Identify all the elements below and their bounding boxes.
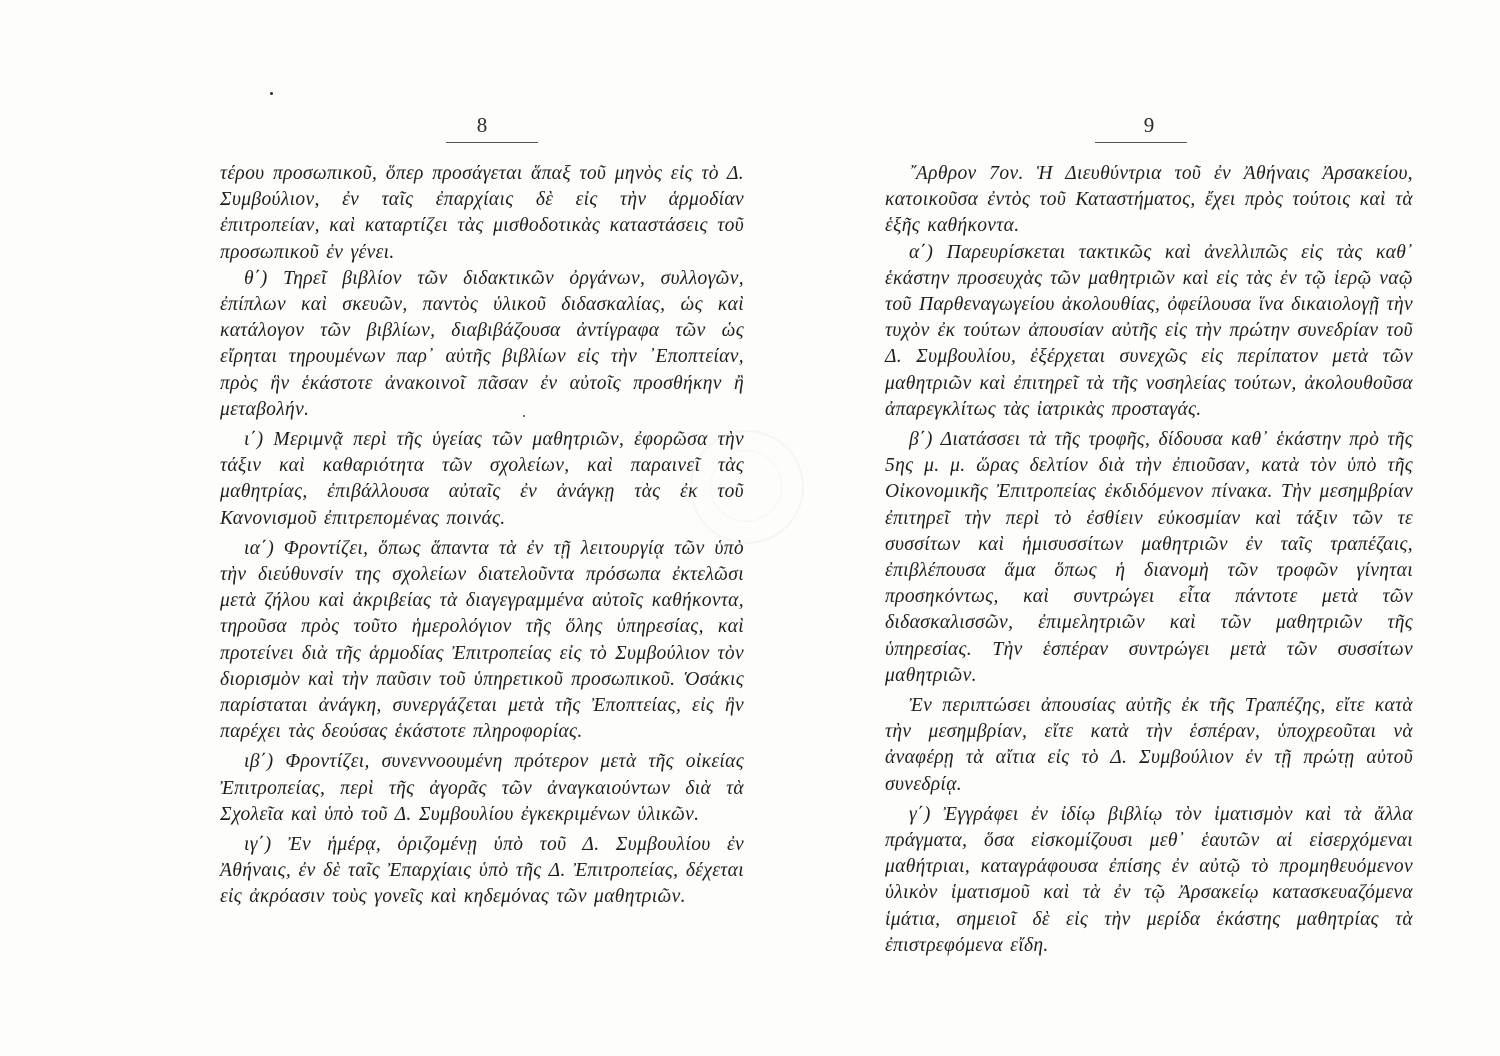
scan-speck <box>270 92 273 95</box>
left-paragraph-6: ιγ΄) Ἐν ἡμέρᾳ, ὁριζομένῃ ὑπὸ τοῦ Δ. Συμβουλίου ἐν Ἀθήναις, ἐν δὲ ταῖς Ἐπαρχίαις ὑπὸ τῆς Δ. Ἐπιτροπείας, δέχεται εἰς ἀκρόασιν τοὺς γονεῖς καὶ κηδεμόνας τῶν μαθητριῶν. <box>220 834 744 908</box>
left-paragraph-5: ιβ΄) Φροντίζει, συνεννοουμένη πρότερον μετὰ τῆς οἰκείας Ἐπιτροπείας, περὶ τῆς ἀγορᾶς τῶν ἀναγκαιούντων διὰ τὰ Σχολεῖα καὶ ὑπὸ τοῦ Δ. Συμβουλίου ἐγκεκριμένων ὑλικῶν. <box>220 751 744 825</box>
right-paragraph-4: Ἐν περιπτώσει ἀπουσίας αὐτῆς ἐκ τῆς Τραπέζης, εἴτε κατὰ τὴν μεσημβρίαν, εἴτε κατὰ τὴν ἑσπέραν, ὑποχρεοῦται νὰ ἀναφέρῃ τὰ αἴτια εἰς τὸ Δ. Συμβούλιον ἐν τῇ πρώτῃ αὐτοῦ συνεδρίᾳ. <box>885 695 1413 795</box>
left-page-number: 8 <box>476 113 488 137</box>
right-page <box>885 112 1413 959</box>
left-paragraph-2: θ΄) Τηρεῖ βιβλίον τῶν διδακτικῶν ὀργάνων, συλλογῶν, ἐπίπλων καὶ σκευῶν, παντὸς ὑλικοῦ διδασκαλίας, ὡς καὶ κατάλογον τῶν βιβλίων, διαβιβάζουσα ἀντίγραφα τῶν ὡς εἴρηται τηρουμένων παρ᾿ αὐτῆς βιβλίων εἰς τὴν ᾿Εποπτείαν, πρὸς ἣν ἑκάστοτε ἀνακοινοῖ πᾶσαν ἐν αὐτοῖς προσθήκην ἢ μεταβολήν. <box>220 267 744 420</box>
right-paragraph-1: ῎Αρθρον 7ον. Ἡ Διευθύντρια τοῦ ἐν Ἀθήναις Ἀρσακείου, κατοικοῦσα ἐντὸς τοῦ Καταστήματος, ἔχει πρὸς τούτοις καὶ τὰ ἑξῆς καθήκοντα. <box>885 163 1413 237</box>
right-page-number-rule <box>1095 142 1187 143</box>
left-page <box>220 112 744 911</box>
left-paragraph-1: τέρου προσωπικοῦ, ὅπερ προσάγεται ἅπαξ τοῦ μηνὸς εἰς τὸ Δ. Συμβούλιον, ἐν ταῖς ἐπαρχίαις δὲ εἰς τὴν ἁρμοδίαν ἐπιτροπείαν, καὶ καταρτίζει τὰς μισθοδοτικὰς καταστάσεις τοῦ προσωπικοῦ ἐν γένει. <box>220 163 744 263</box>
right-paragraph-3: β΄) Διατάσσει τὰ τῆς τροφῆς, δίδουσα καθ᾿ ἑκάστην πρὸ τῆς 5ης μ. μ. ὥρας δελτίον διὰ τὴν ἐπιοῦσαν, κατὰ τὸν ὑπὸ τῆς Οἰκονομικῆς Ἐπιτροπείας ἐκδιδόμενον πίνακα. Τὴν μεσημβρίαν ἐπιτηρεῖ τὴν περὶ τὸ ἐσθίειν εὐκοσμίαν καὶ τάξιν τῶν τε συσσίτων καὶ ἡμισυσσίτων μαθητριῶν ἐν ταῖς τραπέζαις, ἐπιβλέπουσα ἅμα ὅπως ἡ διανομὴ τῶν τροφῶν γίνηται προσηκόντως, καὶ συντρώγει εἶτα πάντοτε μετὰ τῶν διδασκαλισσῶν, ἐπιμελητριῶν καὶ τῶν μαθητριῶν τῆς ὑπηρεσίας. Τὴν ἑσπέραν συντρώγει μετὰ τῶν συσσίτων μαθητριῶν. <box>885 429 1413 686</box>
left-paragraph-4: ια΄) Φροντίζει, ὅπως ἅπαντα τὰ ἐν τῇ λειτουργίᾳ τῶν ὑπὸ τὴν διεύθυνσίν της σχολείων διατελοῦντα πρόσωπα ἐκτελῶσι μετὰ ζήλου καὶ ἀκριβείας τὰ διαγεγραμμένα αὐτοῖς καθήκοντα, τηροῦσα πρὸς τοῦτο ἡμερολόγιον τῆς ὅλης ὑπηρεσίας, καὶ προτείνει διὰ τῆς ἁρμοδίας Ἐπιτροπείας εἰς τὸ Συμβούλιον τὸν διορισμὸν καὶ τὴν παῦσιν τοῦ ὑπηρετικοῦ προσωπικοῦ. Ὁσάκις παρίσταται ἀνάγκη, συνεργάζεται μετὰ τῆς Ἐποπτείας, εἰς ἣν παρέχει τὰς δεούσας ἑκάστοτε πληροφορίας. <box>220 537 744 743</box>
left-page-number-rule <box>446 142 538 143</box>
left-paragraph-3: ι΄) Μεριμνᾷ περὶ τῆς ὑγείας τῶν μαθητριῶν, ἐφορῶσα τὴν τάξιν καὶ καθαριότητα τῶν σχολείων, καὶ παραινεῖ τὰς μαθητρίας, ἐπιβάλλουσα αὐταῖς ἐν ἀνάγκῃ τὰς ἐκ τοῦ Κανονισμοῦ ἐπιτρεπομένας ποινάς. <box>220 429 744 529</box>
right-page-number: 9 <box>1143 113 1155 137</box>
right-page-text <box>885 161 1413 959</box>
right-paragraph-2: α΄) Παρευρίσκεται τακτικῶς καὶ ἀνελλιπῶς εἰς τὰς καθ᾿ ἑκάστην προσευχὰς τῶν μαθητριῶν καὶ εἰς τὰς ἐν τῷ ἱερῷ ναῷ τοῦ Παρθεναγωγείου ἀκολουθίας, ὀφείλουσα ἵνα δικαιολογῇ τὴν τυχὸν ἐκ τούτων ἀπουσίαν αὐτῆς εἰς τὴν πρώτην συνεδρίαν τοῦ Δ. Συμβουλίου, ἐξέρχεται συνεχῶς εἰς περίπατον μετὰ τῶν μαθητριῶν καὶ ἐπιτηρεῖ τὰ τῆς νοσηλείας τούτων, ἀκολουθοῦσα ἀπαρεγκλίτως τὰς ἰατρικὰς προσταγάς. <box>885 241 1413 420</box>
right-paragraph-5: γ΄) Ἐγγράφει ἐν ἰδίῳ βιβλίῳ τὸν ἱματισμὸν καὶ τὰ ἄλλα πράγματα, ὅσα εἰσκομίζουσι μεθ᾿ ἑαυτῶν αἱ εἰσερχόμεναι μαθήτριαι, καταγράφουσα ἐπίσης ἐν αὐτῷ τὸ προμηθευόμενον ὑλικὸν ἱματισμοῦ καὶ τὰ ἐν τῷ Ἀρσακείῳ κατασκευαζόμενα ἱμάτια, σημειοῖ δὲ εἰς τὴν μερίδα ἑκάστης μαθητρίας τὰ ἐπιστρεφόμενα εἴδη. <box>885 803 1413 956</box>
left-page-text <box>220 161 744 911</box>
